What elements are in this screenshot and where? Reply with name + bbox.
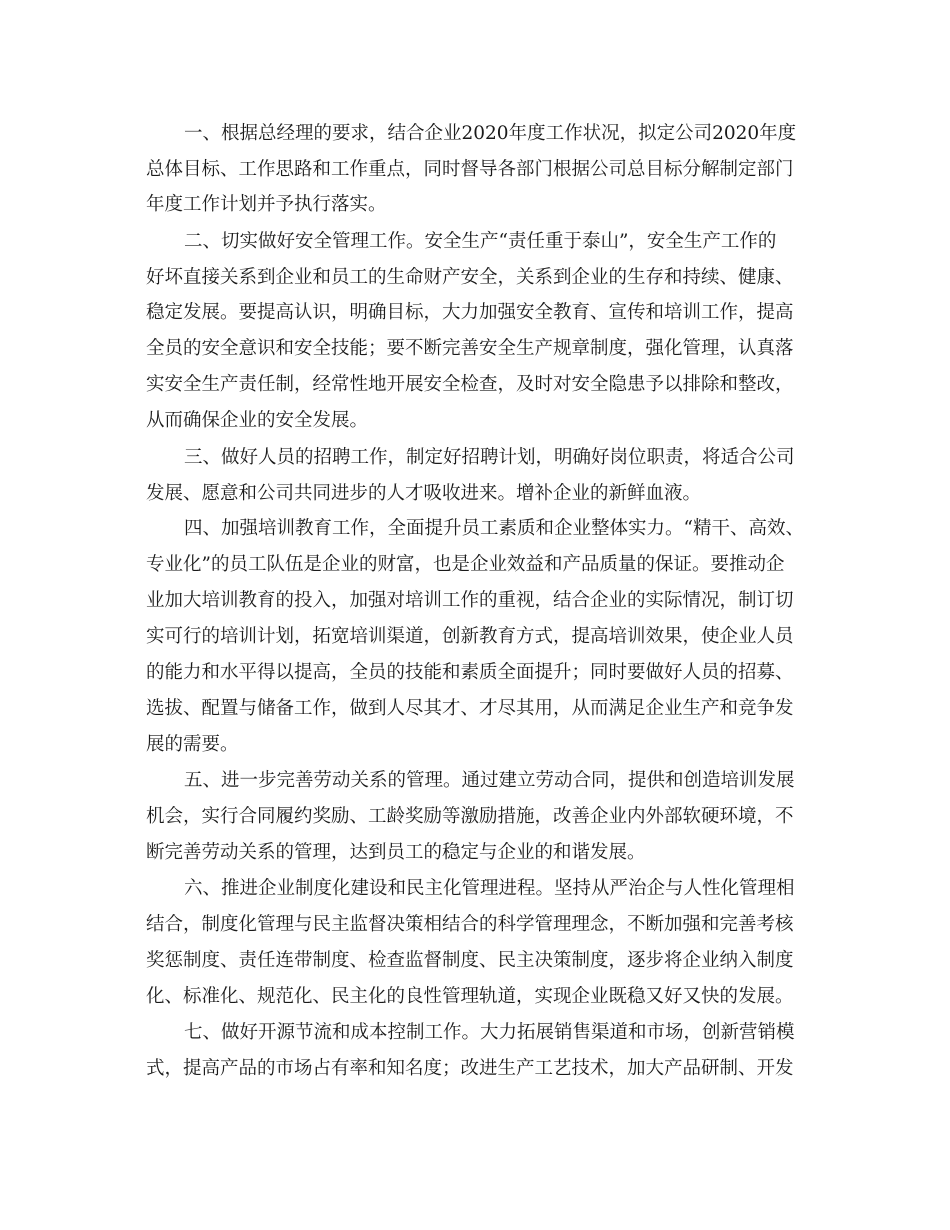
line-text: 的能力和水平得以提高，全员的技能和素质全面提升；同时要做好人员的招募、 [146, 662, 794, 683]
text-line [0, 944, 950, 978]
text-line [0, 908, 950, 942]
text-line [0, 1052, 950, 1086]
line-text: 断完善劳动关系的管理，达到员工的稳定与企业的和谐发展。 [146, 842, 646, 863]
text-line [0, 512, 950, 546]
line-text: 年度工作计划并予执行落实。 [146, 194, 387, 215]
line-text: 七、做好开源节流和成本控制工作。大力拓展销售渠道和市场，创新营销模 [184, 1022, 795, 1043]
text-line [0, 153, 950, 187]
text-line [0, 477, 950, 511]
line-text: 专业化”的员工队伍是企业的财富，也是企业效益和产品质量的保证。要推动企 [146, 554, 785, 575]
text-line [0, 764, 950, 798]
text-line [0, 836, 950, 870]
line-text: 机会，实行合同履约奖励、工龄奖励等激励措施，改善企业内外部软硬环境，不 [146, 806, 794, 827]
text-line [0, 980, 950, 1014]
line-text: 展的需要。 [146, 734, 239, 755]
line-text: 一、根据总经理的要求，结合企业2020年度工作状况，拟定公司2020年度 [184, 123, 797, 144]
text-line [0, 548, 950, 582]
line-text: 三、做好人员的招聘工作，制定好招聘计划，明确好岗位职责，将适合公司 [184, 447, 795, 468]
text-line [0, 296, 950, 330]
line-text: 结合，制度化管理与民主监督决策相结合的科学管理理念，不断加强和完善考核 [146, 914, 794, 935]
line-text: 六、推进企业制度化建设和民主化管理进程。坚持从严治企与人性化管理相 [184, 878, 795, 899]
line-text: 实可行的培训计划，拓宽培训渠道，创新教育方式，提高培训效果，使企业人员 [146, 626, 794, 647]
text-line [0, 117, 950, 151]
line-text: 化、标准化、规范化、民主化的良性管理轨道，实现企业既稳又好又快的发展。 [146, 986, 794, 1007]
line-text: 式，提高产品的市场占有率和知名度；改进生产工艺技术，加大产品研制、开发 [146, 1058, 794, 1079]
text-line [0, 728, 950, 762]
text-line [0, 332, 950, 366]
line-text: 业加大培训教育的投入，加强对培训工作的重视，结合企业的实际情况，制订切 [146, 590, 794, 611]
line-text: 发展、愿意和公司共同进步的人才吸收进来。增补企业的新鲜血液。 [146, 483, 702, 504]
text-line [0, 620, 950, 654]
text-line [0, 404, 950, 438]
text-line [0, 584, 950, 618]
text-line [0, 800, 950, 834]
line-text: 从而确保企业的安全发展。 [146, 410, 369, 431]
text-line [0, 1016, 950, 1050]
text-line [0, 692, 950, 726]
line-text: 稳定发展。要提高认识，明确目标，大力加强安全教育、宣传和培训工作，提高 [146, 302, 794, 323]
text-line [0, 368, 950, 402]
text-line [0, 188, 950, 222]
text-line [0, 261, 950, 295]
line-text: 二、切实做好安全管理工作。安全生产“责任重于泰山”，安全生产工作的 [184, 231, 777, 252]
text-line [0, 441, 950, 475]
line-text: 全员的安全意识和安全技能；要不断完善安全生产规章制度，强化管理，认真落 [146, 338, 794, 359]
line-text: 选拔、配置与储备工作，做到人尽其才、才尽其用，从而满足企业生产和竞争发 [146, 698, 794, 719]
line-text: 好坏直接关系到企业和员工的生命财产安全，关系到企业的生存和持续、健康、 [146, 267, 794, 288]
line-text: 总体目标、工作思路和工作重点，同时督导各部门根据公司总目标分解制定部门 [146, 159, 794, 180]
text-line [0, 225, 950, 259]
text-line [0, 656, 950, 690]
line-text: 实安全生产责任制，经常性地开展安全检查，及时对安全隐患予以排除和整改， [146, 374, 794, 395]
line-text: 四、加强培训教育工作，全面提升员工素质和企业整体实力。“精干、高效、 [184, 518, 804, 539]
text-line [0, 872, 950, 906]
line-text: 奖惩制度、责任连带制度、检查监督制度、民主决策制度，逐步将企业纳入制度 [146, 950, 794, 971]
line-text: 五、进一步完善劳动关系的管理。通过建立劳动合同，提供和创造培训发展 [184, 770, 795, 791]
